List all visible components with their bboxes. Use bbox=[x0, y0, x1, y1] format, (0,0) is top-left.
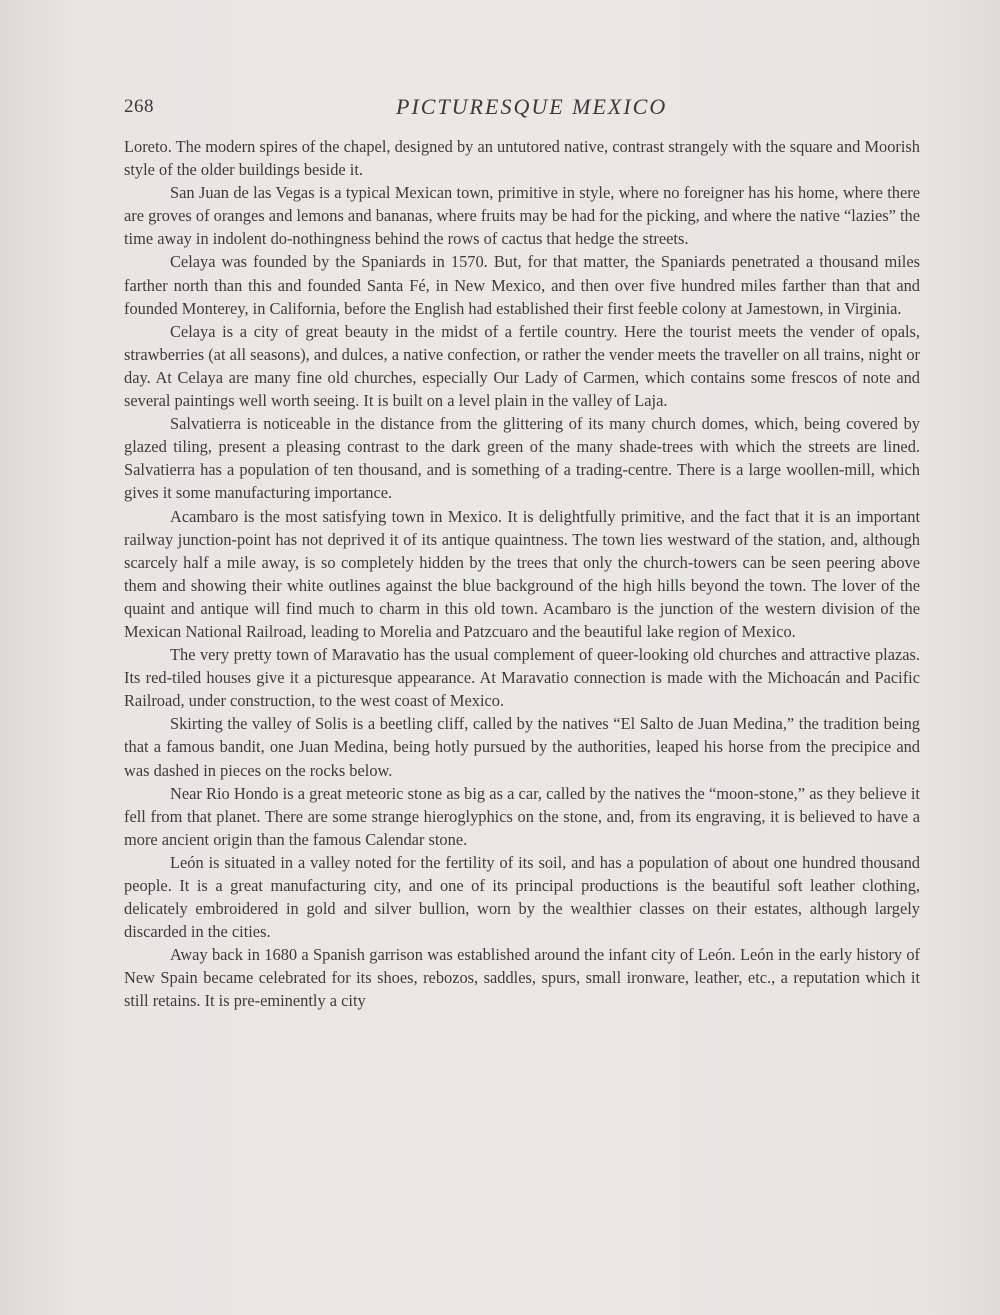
paragraph-valley-of-solis: Skirting the valley of Solis is a beetling cliff, called by the natives “El Salto de Juan Medina,” the tradition being that a famous bandit, one Juan Medina, being hotly pursued by the authorities, leaped his horse from the precipice and was dashed in pieces on the rocks below. bbox=[124, 714, 920, 780]
running-title: PICTURESQUE MEXICO bbox=[396, 94, 668, 119]
page-number: 268 bbox=[124, 96, 154, 117]
running-head bbox=[124, 94, 920, 124]
paragraph-salvatierra: Salvatierra is noticeable in the distance from the glittering of its many church domes, which, being covered by glazed tiling, present a pleasing contrast to the dark green of the many shade-trees with which the streets are lined. Salvatierra has a population of ten thousand, and is something of a trading-centre. There is a large woollen-mill, which gives it some manufacturing importance. bbox=[124, 414, 920, 503]
paragraph-celaya-founding: Celaya was founded by the Spaniards in 1570. But, for that matter, the Spaniards penetrated a thousand miles farther north than this and founded Santa Fé, in New Mexico, and then over five hundred miles farther than that and founded Monterey, in California, before the English had established their first feeble colony at Jamestown, in Virginia. bbox=[124, 252, 920, 318]
paragraph-leon-history: Away back in 1680 a Spanish garrison was established around the infant city of León. León in the early history of New Spain became celebrated for its shoes, rebozos, saddles, spurs, small ironware, leather, etc., a reputation which it still retains. It is pre-eminently a city bbox=[124, 945, 920, 1011]
paragraph-leon-description: León is situated in a valley noted for the fertility of its soil, and has a population of about one hundred thousand people. It is a great manufacturing city, and one of its principal productions is the beautiful soft leather clothing, delicately embroidered in gold and silver bullion, worn by the wealthier classes on their estates, although largely discarded in the cities. bbox=[124, 852, 920, 942]
paragraph-celaya-description: Celaya is a city of great beauty in the midst of a fertile country. Here the tourist meets the vender of opals, strawberries (at all seasons), and dulces, a native confection, or rather the vender meets the traveller on all trains, night or day. At Celaya are many fine old churches, especially Our Lady of Carmen, which contains some frescos of note and several paintings well worth seeing. It is built on a level plain in the valley of Laja. bbox=[124, 321, 920, 411]
paragraph-san-juan-de-las-vegas: San Juan de las Vegas is a typical Mexican town, primitive in style, where no foreigner has his home, where there are groves of oranges and lemons and bananas, where fruits may be had for the picking, and where the native “lazies” the time away in indolent do-nothingness behind the rows of cactus that hedge the streets. bbox=[124, 183, 921, 249]
body-text bbox=[124, 135, 920, 1013]
paragraph-rio-hondo: Near Rio Hondo is a great meteoric stone as big as a car, called by the natives the “moon-stone,” as they believe it fell from that planet. There are some strange hieroglyphics on the stone, and, from its engraving, it is believed to have a more ancient origin than the famous Calendar stone. bbox=[124, 783, 920, 849]
paragraph-loreto-continuation: Loreto. The modern spires of the chapel, designed by an untutored native, contrast strangely with the square and Moorish style of the older buildings beside it. bbox=[124, 137, 920, 180]
paragraph-acambaro: Acambaro is the most satisfying town in Mexico. It is delightfully primitive, and the fact that it is an important railway junction-point has not deprived it of its antique quaintness. The town lies westward of the station, and, although scarcely half a mile away, is so completely hidden by the trees that only the church-towers can be seen peering above them and showing their white outlines against the blue background of the high hills beyond the town. The lover of the quaint and antique will find much to charm in this old town. Acambaro is the junction of the western division of the Mexican National Railroad, leading to Morelia and Patzcuaro and the beautiful lake region of Mexico. bbox=[124, 506, 920, 641]
paragraph-maravatio: The very pretty town of Maravatio has the usual complement of queer-looking old churches and attractive plazas. Its red-tiled houses give it a picturesque appearance. At Maravatio connection is made with the Michoacán and Pacific Railroad, under construction, to the west coast of Mexico. bbox=[124, 645, 920, 711]
